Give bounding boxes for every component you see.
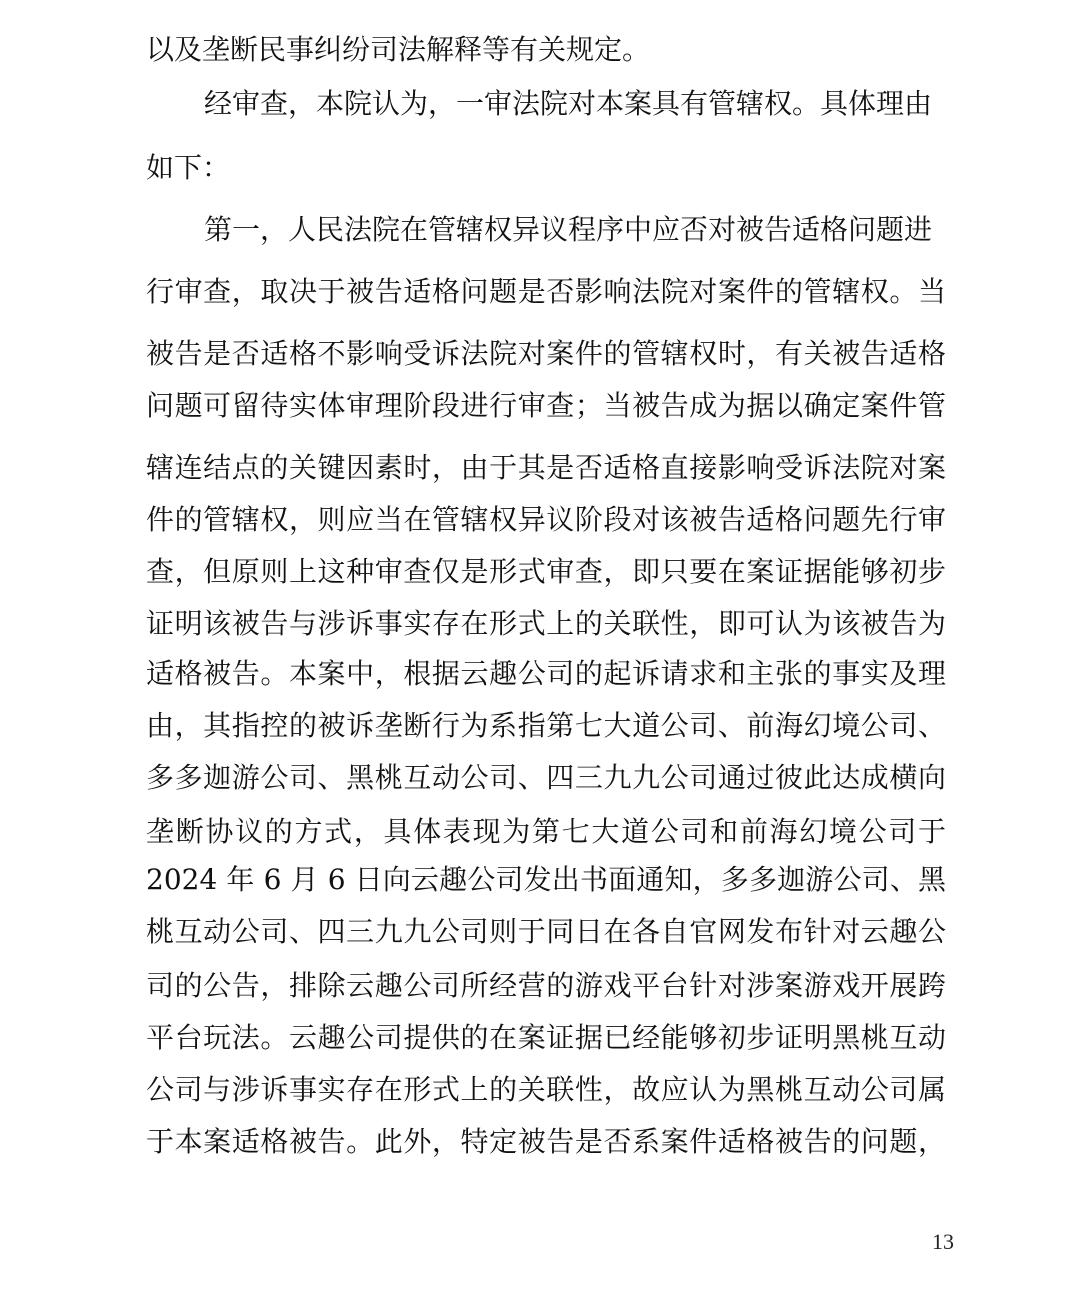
text-line-3: 如下：	[146, 151, 231, 184]
text-line-11: 证明该被告与涉诉事实存在形式上的关联性，即可认为该被告为	[146, 607, 946, 640]
text-line-14: 多多迦游公司、黑桃互动公司、四三九九公司通过彼此达成横向	[146, 761, 946, 794]
text-line-12: 适格被告。本案中，根据云趣公司的起诉请求和主张的事实及理	[146, 657, 946, 690]
text-line-15: 垄断协议的方式，具体表现为第七大道公司和前海幻境公司于	[146, 815, 946, 848]
page-number: 13	[932, 1229, 954, 1254]
text-line-9: 件的管辖权，则应当在管辖权异议阶段对该被告适格问题先行审	[146, 503, 946, 536]
text-line-10: 查，但原则上这种审查仅是形式审查，即只要在案证据能够初步	[146, 555, 946, 588]
text-line-5: 行审查，取决于被告适格问题是否影响法院对案件的管辖权。当	[146, 275, 946, 308]
text-line-20: 公司与涉诉事实存在形式上的关联性，故应认为黑桃互动公司属	[146, 1073, 946, 1106]
text-line-13: 由，其指控的被诉垄断行为系指第七大道公司、前海幻境公司、	[146, 709, 946, 742]
text-line-8: 辖连结点的关键因素时，由于其是否适格直接影响受诉法院对案	[146, 451, 946, 484]
text-line-4: 第一，人民法院在管辖权异议程序中应否对被告适格问题进	[204, 213, 933, 246]
text-line-7: 问题可留待实体审理阶段进行审查；当被告成为据以确定案件管	[146, 389, 946, 422]
text-line-19: 平台玩法。云趣公司提供的在案证据已经能够初步证明黑桃互动	[146, 1021, 946, 1054]
text-line-18: 司的公告，排除云趣公司所经营的游戏平台针对涉案游戏开展跨	[146, 969, 946, 1002]
text-line-2: 经审查，本院认为，一审法院对本案具有管辖权。具体理由	[204, 87, 933, 120]
text-line-21: 于本案适格被告。此外，特定被告是否系案件适格被告的问题，	[146, 1125, 946, 1158]
text-line-6: 被告是否适格不影响受诉法院对案件的管辖权时，有关被告适格	[146, 337, 946, 370]
text-line-1: 以及垄断民事纠纷司法解释等有关规定。	[146, 33, 651, 66]
text-line-17: 桃互动公司、四三九九公司则于同日在各自官网发布针对云趣公	[146, 915, 946, 948]
text-line-16: 2024 年 6 月 6 日向云趣公司发出书面通知，多多迦游公司、黑	[146, 863, 946, 896]
